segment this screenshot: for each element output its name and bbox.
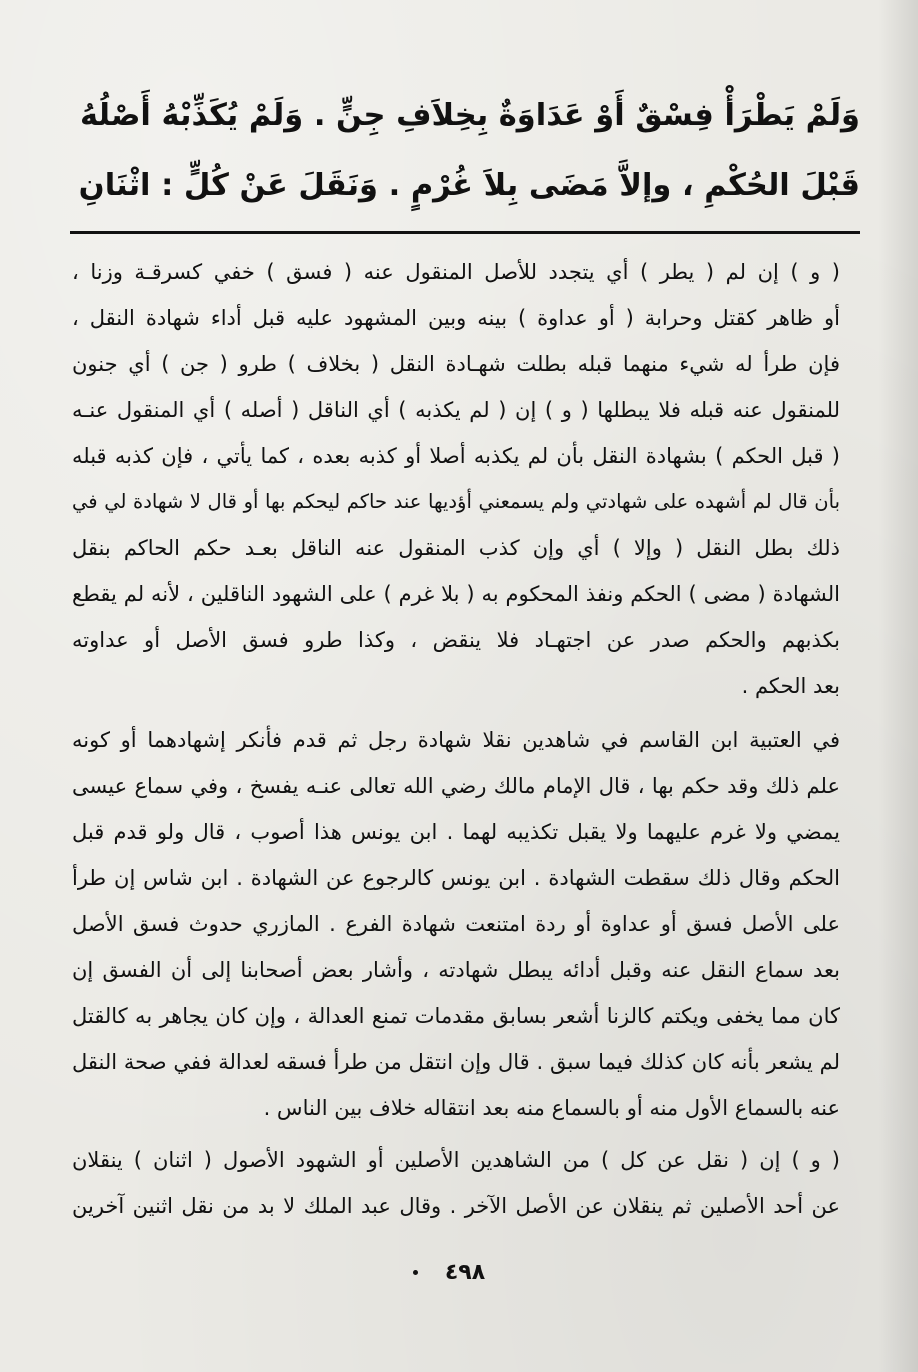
page-number-dot [413, 1270, 418, 1275]
commentary-line: ( و ) إن لم ( يطر ) أي يتجدد للأصل المنقول عنه ( فسق ) خفي كسرقـة وزنا ، [72, 260, 840, 284]
commentary-line: ذلك بطل النقل ( وإلا ) أي وإن كذب المنقول عنه الناقل بعـد حكم الحاكم بنقل [72, 536, 840, 560]
commentary-line: عنه بالسماع الأول منه أو بالسماع منه بعد انتقاله خلاف بين الناس . [263, 1096, 840, 1120]
commentary-line: ( قبل الحكم ) بشهادة النقل بأن لم يكذبه أصلا أو كذبه بعده ، كما يأتي ، فإن كذبه قبله [72, 444, 840, 468]
commentary-line: كان مما يخفى ويكتم كالزنا أشعر بسابق مقدمات تمنع العدالة ، وإن كان يجاهر به كالقتل [72, 1004, 840, 1028]
verse-line-2: قَبْلَ الحُكْمِ ، وإلاَّ مَضَى بِلاَ غُرْمٍ . وَنَقَلَ عَنْ كُلٍّ : اثْنَانِ [78, 168, 860, 203]
commentary-line: للمنقول عنه قبله فلا يبطلها ( و ) إن ( لم يكذبه ) أي الناقل ( أصله ) أي المنقول عنـه [72, 398, 840, 422]
commentary-line: فإن طرأ له شيء منهما قبله بطلت شهـادة النقل ( بخلاف ) طرو ( جن ) أي جنون [72, 352, 840, 376]
commentary-line: عن أحد الأصلين ثم ينقلان عن الأصل الآخر . وقال عبد الملك لا بد من نقل اثنين آخرين [72, 1194, 840, 1218]
commentary-line: بكذبهم والحكم صدر عن اجتهـاد فلا ينقض ، وكذا طرو فسق الأصل أو عداوته [72, 628, 840, 652]
commentary-line: أو ظاهر كقتل وحرابة ( أو عداوة ) بينه وبين المشهود عليه قبل أداء شهادة النقل ، [72, 306, 840, 330]
commentary-line: بعد سماع النقل عنه وقبل أدائه يبطل شهادته ، وأشار بعض أصحابنا إلى أن الفسق إن [72, 958, 840, 982]
commentary-line: ( و ) إن ( نقل عن كل ) من الشاهدين الأصلين أو الشهود الأصول ( اثنان ) ينقلان [72, 1148, 840, 1172]
commentary-line: في العتبية ابن القاسم في شاهدين نقلا شهادة رجل ثم قدم فأنكر إشهادهما أو كونه [72, 728, 840, 752]
page-number: ٤٩٨ [444, 1260, 486, 1285]
commentary-line: بأن قال لم أشهده على شهادتي ولم يسمعني أؤديها عند حاكم ليحكم بها أو قال لا شهادة لي في [72, 490, 840, 513]
commentary-line: الشهادة ( مضى ) الحكم ونفذ المحكوم به ( بلا غرم ) على الشهود الناقلين ، لأنه لم يقطع [72, 582, 840, 606]
verse-line-1: وَلَمْ يَطْرَأْ فِسْقٌ أَوْ عَدَاوَةٌ بِخِلاَفِ جِنٍّ . وَلَمْ يُكَذِّبْهُ أَصْلُهُ [80, 98, 860, 133]
commentary-line: بعد الحكم . [741, 674, 840, 698]
commentary-line: لم يشعر بأنه كان كذلك فيما سبق . قال وإن انتقل من طرأ فسقه لعدالة ففي صحة النقل [72, 1050, 840, 1074]
commentary-line: على الأصل فسق أو عداوة أو ردة امتنعت شهادة الفرع . المازري حدوث فسق الأصل [72, 912, 840, 936]
commentary-line: يمضي ولا غرم عليهما ولا يقبل تكذيبه لهما . ابن يونس هذا أصوب ، قال ولو قدم قبل [72, 820, 840, 844]
page-gutter-shadow [878, 0, 918, 1372]
commentary-line: علم ذلك وقد حكم بها ، قال الإمام مالك رضي الله تعالى عنـه يفسخ ، وفي سماع عيسى [72, 774, 840, 798]
commentary-line: الحكم وقال ذلك سقطت الشهادة . ابن يونس كالرجوع عن الشهادة . ابن شاس إن طرأ [72, 866, 840, 890]
section-divider [70, 231, 860, 234]
